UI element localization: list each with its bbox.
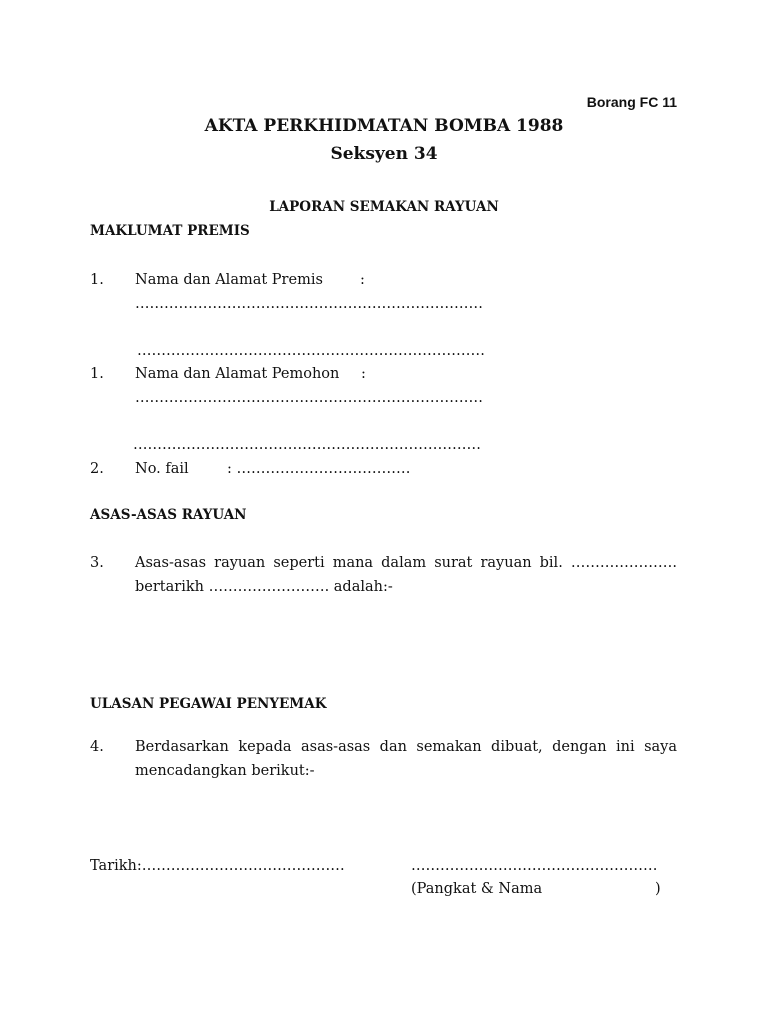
appeal-heading: ASAS-ASAS RAYUAN bbox=[90, 507, 247, 523]
applicant-label: Nama dan Alamat Pemohon bbox=[135, 366, 340, 382]
premises-heading: MAKLUMAT PREMIS bbox=[90, 223, 250, 239]
act-title: AKTA PERKHIDMATAN BOMBA 1988 bbox=[204, 116, 564, 136]
review-heading: ULASAN PEGAWAI PENYEMAK bbox=[90, 696, 327, 712]
rank-name-close-paren: ) bbox=[655, 881, 661, 897]
premises-item-number: 1. bbox=[90, 272, 104, 288]
premises-colon: : bbox=[360, 272, 365, 288]
applicant-item-number: 1. bbox=[90, 366, 104, 382]
applicant-colon: : bbox=[361, 366, 366, 382]
premises-line-2[interactable]: ……………………………………………………………… bbox=[137, 343, 485, 359]
applicant-line-1[interactable]: ……………………………………………………………… bbox=[135, 390, 483, 406]
file-no-field[interactable]: : ……………………………… bbox=[227, 461, 411, 477]
file-no-item-number: 2. bbox=[90, 461, 104, 477]
applicant-line-2[interactable]: ……………………………………………………………… bbox=[133, 437, 481, 453]
file-no-label: No. fail bbox=[135, 461, 189, 477]
review-text: Berdasarkan kepada asas-asas dan semakan dibuat, dengan ini saya mencadangkan berikut:- bbox=[135, 739, 677, 779]
premises-line-1[interactable]: ……………………………………………………………… bbox=[135, 296, 483, 312]
appeal-text: Asas-asas rayuan seperti mana dalam surat rayuan bil. …………………. bertarikh ……………………. adalah:- bbox=[135, 555, 677, 595]
date-field[interactable]: Tarikh:…………………………………… bbox=[90, 858, 345, 874]
form-code: Borang FC 11 bbox=[586, 94, 677, 110]
appeal-item-number: 3. bbox=[90, 555, 104, 571]
premises-label: Nama dan Alamat Premis bbox=[135, 272, 323, 288]
signature-line[interactable]: …………………………………………… bbox=[411, 858, 657, 874]
rank-name-label: (Pangkat & Nama bbox=[411, 881, 543, 897]
report-title: LAPORAN SEMAKAN RAYUAN bbox=[269, 199, 499, 215]
review-item-number: 4. bbox=[90, 739, 104, 755]
section-title: Seksyen 34 bbox=[330, 144, 438, 164]
